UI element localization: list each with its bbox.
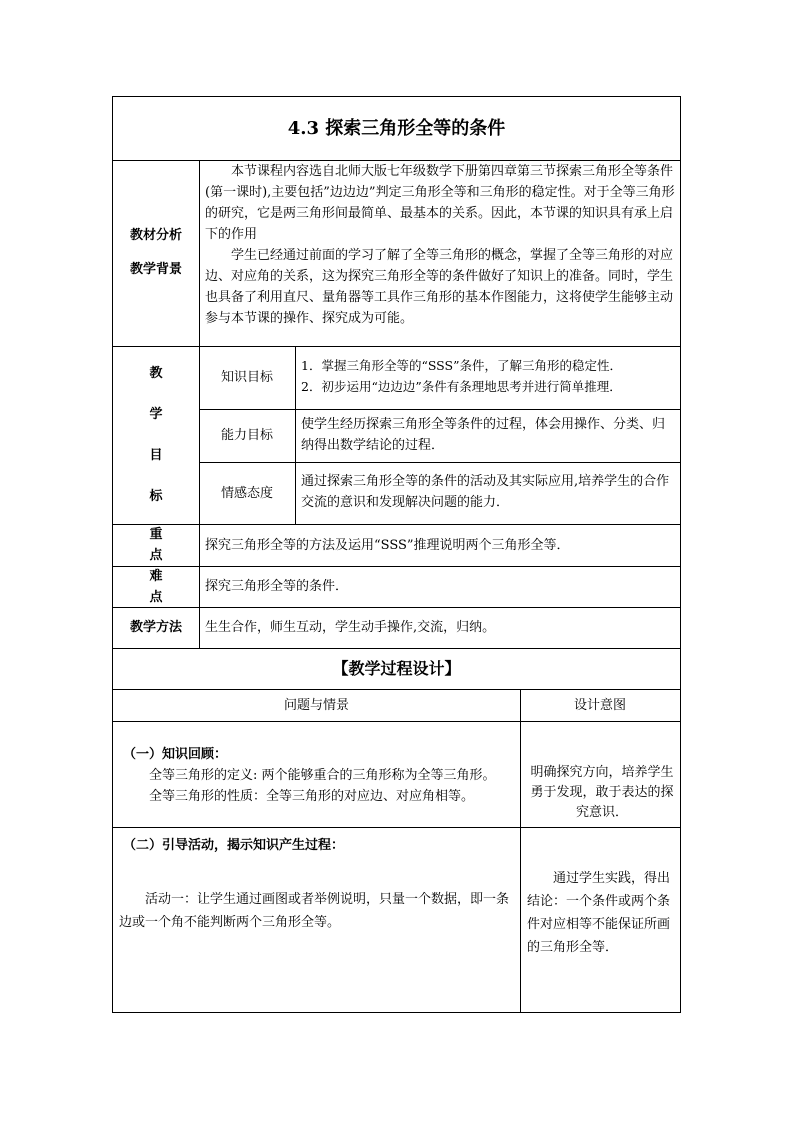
knowledge-goal-line: 2．初步运用“边边边”条件有条理地思考并进行简单推理． (301, 379, 622, 394)
analysis-label-1: 教材分析 (129, 228, 182, 243)
analysis-label-2: 教学背景 (129, 262, 182, 277)
analysis-paragraph-1: 本节课程内容选自北师大版七年级数学下册第四章第三节探索三角形全等条件(第一课时),主要包括”边边边”判定三角形全等和三角形的稳定性。对于全等三角形的研究，它是两三角形间最简单、最基本的关系。因此，本节课的知识具有承上启下的作用 (205, 164, 675, 242)
review-intent: 明确探究方向，培养学生勇于发现，敢于表达的探究意识． (530, 765, 674, 820)
goals-label-char: 标 (149, 489, 163, 504)
method-label: 教学方法 (129, 620, 182, 635)
row-divider (113, 721, 680, 722)
column-header-scenario: 问题与情景 (283, 697, 349, 713)
key-point-label-text: 重点 (149, 527, 184, 563)
goals-label-char: 学 (149, 407, 163, 422)
knowledge-goal-label: 知识目标 (220, 370, 273, 385)
goals-label (113, 346, 199, 524)
difficulty-label-text: 难点 (149, 568, 184, 605)
method-content: 生生合作，师生互动，学生动手操作,交流，归纳。 (205, 620, 496, 635)
review-heading: （一）知识回顾： (123, 747, 228, 762)
page-title: 4.3 探索三角形全等的条件 (287, 118, 506, 139)
guide-activity (119, 888, 516, 936)
column-header-intent: 设计意图 (573, 697, 626, 713)
process-heading: 【教学过程设计】 (332, 659, 461, 678)
knowledge-goal-content (301, 355, 677, 405)
guide-intent (527, 867, 677, 963)
difficulty-label (113, 566, 199, 607)
review-line: 全等三角形的定义: 两个能够重合的三角形称为全等三角形。 (149, 768, 496, 783)
column-divider (520, 689, 521, 1012)
knowledge-goal-line: 1．掌握三角形全等的“SSS”条件，了解三角形的稳定性． (301, 358, 622, 373)
analysis-label (113, 160, 199, 346)
analysis-content (205, 161, 677, 345)
emotion-goal-label: 情感态度 (220, 485, 273, 501)
guide-heading: （二）引导活动，揭示知识产生过程： (123, 838, 345, 853)
review-section (123, 744, 518, 816)
key-point-label (113, 524, 199, 566)
goals-label-char: 教 (149, 366, 163, 381)
goals-label-char: 目 (149, 448, 163, 463)
ability-goal-label: 能力目标 (220, 428, 273, 443)
analysis-paragraph-2: 学生已经通过前面的学习了解了全等三角形的概念，掌握了全等三角形的对应边、对应角的关系，这为探究三角形全等的条件做好了知识上的准备。同时，学生也具备了利用直尺、量角器等工具作三角形的基本作图能力，这将使学生能够主动参与本节课的操作、探究成为可能。 (205, 248, 674, 326)
column-divider (295, 346, 296, 524)
difficulty-content: 探究三角形全等的条件． (205, 579, 349, 594)
row-divider (113, 827, 680, 828)
lesson-plan-table (112, 96, 681, 1013)
guide-activity-text: 活动一：让学生通过画图或者举例说明，只量一个数据，即一条边或一个角不能判断两个三角形全等。 (119, 892, 510, 930)
emotion-goal-content: 通过探索三角形全等的条件的活动及其实际应用,培养学生的合作交流的意识和发现解决问题的能力． (301, 474, 670, 510)
key-point-content: 探究三角形全等的方法及运用“SSS”推理说明两个三角形全等． (205, 538, 570, 553)
ability-goal-content: 使学生经历探索三角形全等条件的过程，体会用操作、分类、归纳得出数学结论的过程． (301, 417, 666, 453)
review-line: 全等三角形的性质：全等三角形的对应边、对应角相等。 (149, 789, 475, 804)
guide-intent-text: 通过学生实践，得出结论：一个条件或两个条件对应相等不能保证所画的三角形全等． (527, 871, 671, 955)
